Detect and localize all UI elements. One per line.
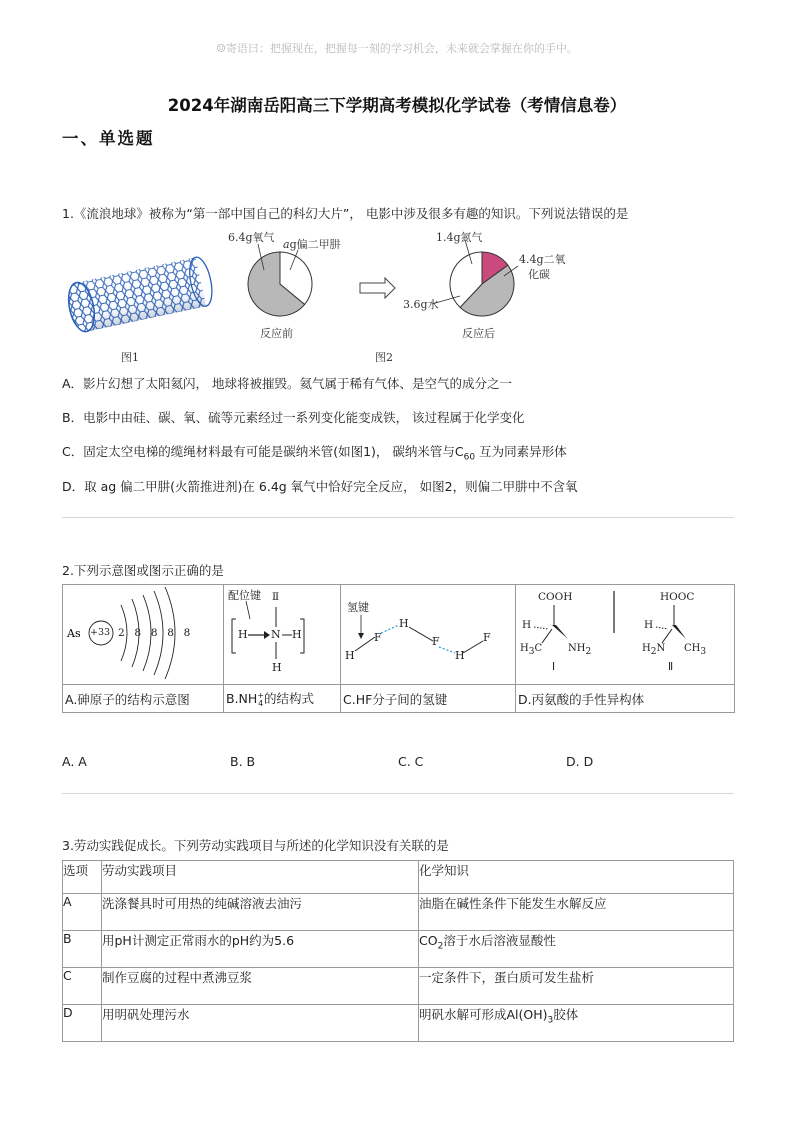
smile-icon: ☺ [216,42,226,55]
alanine-h2: H [644,619,654,631]
divider [62,793,734,794]
hf-f2: F [432,635,440,648]
nh4-h-bottom: H [272,661,282,674]
q2-answer-d[interactable]: D. D [566,754,594,769]
table-row[interactable] [63,931,734,968]
nanotube-icon [62,240,214,348]
nh4-h-left: H [238,628,248,641]
nanotube-figure [62,240,214,348]
q2-cell-a-pic [63,585,224,685]
h3c-c: C [534,643,543,654]
table-row[interactable] [63,1005,734,1042]
q2-answer-a[interactable]: A. A [62,754,87,769]
h2n-n: N [656,643,666,654]
hf-f1: F [374,631,382,644]
hf-h3: H [455,649,465,662]
reaction-arrow-icon [360,278,395,298]
table-header-row [63,861,734,894]
knowledge-sub: 3 [547,1015,554,1026]
alanine-cooh: COOH [538,591,573,603]
q1-option-d[interactable]: D．取 ag 偏二甲肼(火箭推进剂)在 6.4g 氧气中恰好完全反应， 如图2，则偏二甲肼中不含氧 [62,479,578,494]
knowledge-sub: 2 [437,941,444,952]
pie-before [248,252,312,316]
row-option: C [63,968,102,1005]
alanine-ch3 [684,643,706,657]
nh2-sub: 2 [585,647,592,657]
nh4-h-right: H [292,628,302,641]
nh4-h-top: Ⅱ [272,591,280,603]
label-oxygen: 6.4g氧气 [228,231,275,244]
nh4-n: N [271,628,281,641]
label-fuel-unit: g [289,238,297,251]
label-fuel [283,236,341,252]
q2-table [62,584,735,713]
caption-b-sup: + [257,690,265,700]
q1-option-c-text: C．固定太空电梯的缆绳材料最有可能是碳纳米管(如图1)， 碳纳米管与C [62,444,464,459]
alanine-hooc: HOOC [660,591,695,603]
label-water: 3.6g水 [403,298,439,311]
alanine-h3c [520,643,542,657]
label-co2-line1: 4.4g二氧 [519,253,566,266]
row-option: B [63,931,102,968]
q2-caption-d: D.丙氨酸的手性异构体 [516,685,735,713]
knowledge-post: 溶于水后溶液显酸性 [443,933,556,948]
q1-option-b[interactable]: B．电影中由硅、碳、氧、硫等元素经过一系列变化能变成铁， 该过程属于化学变化 [62,410,525,425]
caption-b-sub: 4 [258,698,264,708]
as-nucleus: +33 [90,627,111,638]
label-co2-line2: 化碳 [528,268,550,281]
nh2-nh: NH [568,643,586,654]
q1-option-c-tail: 互为同素异形体 [475,444,567,459]
q1-option-c-sub: 60 [463,452,476,463]
q2-caption-b [224,685,341,713]
header-option: 选项 [63,861,102,894]
fig1-label: 图1 [121,351,139,364]
q1-stem: 1.《流浪地球》被称为“第一部中国自己的科幻大片”， 电影中涉及很多有趣的知识。下列说法错误的是 [62,206,629,221]
label-fuel-name: 偏二甲肼 [296,238,341,251]
hf-f3: F [483,631,491,644]
h3c-sub: 3 [528,647,535,657]
q2-cell-c-pic [341,585,516,685]
row-knowledge: 油脂在碱性条件下能发生水解反应 [419,894,734,931]
q2-cell-b-pic [224,585,341,685]
q2-answer-b[interactable]: B. B [230,754,256,769]
alanine-nh2 [568,643,591,657]
row-project: 制作豆腐的过程中煮沸豆浆 [102,968,419,1005]
divider [62,517,734,518]
q2-answer-c[interactable]: C. C [398,754,424,769]
table-row[interactable] [63,894,734,931]
caption-after: 反应后 [462,327,495,340]
q3-stem: 3.劳动实践促成长。下列劳动实践项目与所述的化学知识没有关联的是 [62,838,449,853]
h-bond-tag: 氢键 [347,601,369,614]
q2-caption-c: C.HF分子间的氢键 [341,685,516,713]
header-knowledge: 化学知识 [419,861,734,894]
table-row[interactable] [63,968,734,1005]
h2n-h: H [642,643,651,654]
q1-option-c[interactable] [62,442,567,463]
hf-h2: H [399,617,409,630]
knowledge-post: 胶体 [553,1007,579,1022]
ch3-sub: 3 [700,647,707,657]
as-shells: 2 8 8 8 8 [118,627,194,639]
h3c-h: H [520,643,529,654]
row-project: 用pH计测定正常雨水的pH约为5.6 [102,931,419,968]
motto-text [0,40,794,56]
isomer-label-2: Ⅱ [668,661,674,673]
page-title: 2024年湖南岳阳高三下学期高考模拟化学试卷（考情信息卷） [167,96,627,115]
q3-table [62,860,734,1042]
caption-before: 反应前 [260,327,293,340]
label-nitrogen: 1.4g氮气 [436,231,483,244]
row-knowledge [419,931,734,968]
alanine-h1: H [522,619,532,631]
motto-label: 寄语曰：把握现在，把握每一刻的学习机会，未来就会掌握在你的手中。 [225,42,578,55]
pie-after [450,252,514,316]
caption-b-tail: 的结构式 [264,691,315,707]
q2-stem: 2.下列示意图或图示正确的是 [62,563,224,578]
caption-b-scripts [257,692,264,708]
q1-option-a[interactable]: A．影片幻想了太阳氦闪， 地球将被摧毁。氦气属于稀有气体、是空气的成分之一 [62,376,513,391]
q2-cell-d-pic [516,585,735,685]
row-knowledge: 一定条件下，蛋白质可发生盐析 [419,968,734,1005]
ch3-ch: CH [684,643,701,654]
alanine-h2n [642,643,665,657]
hf-h1: H [345,649,355,662]
label-fuel-prefix: a [283,238,290,251]
row-knowledge [419,1005,734,1042]
header-project: 劳动实践项目 [102,861,419,894]
row-project: 洗涤餐具时可用热的纯碱溶液去油污 [102,894,419,931]
row-option: A [63,894,102,931]
fig2-label: 图2 [375,351,393,364]
caption-b-nh: B.NH [226,691,258,707]
knowledge-pre: CO [419,933,438,948]
row-project: 用明矾处理污水 [102,1005,419,1042]
section-heading: 一、单选题 [62,129,155,148]
as-symbol: As [67,627,81,640]
q2-caption-a: A.砷原子的结构示意图 [63,685,224,713]
isomer-label-1: Ⅰ [552,661,556,673]
knowledge-pre: 明矾水解可形成Al(OH) [419,1007,548,1022]
row-option: D [63,1005,102,1042]
coord-bond-tag: 配位键 [228,589,261,602]
h2n-sub: 2 [650,647,657,657]
